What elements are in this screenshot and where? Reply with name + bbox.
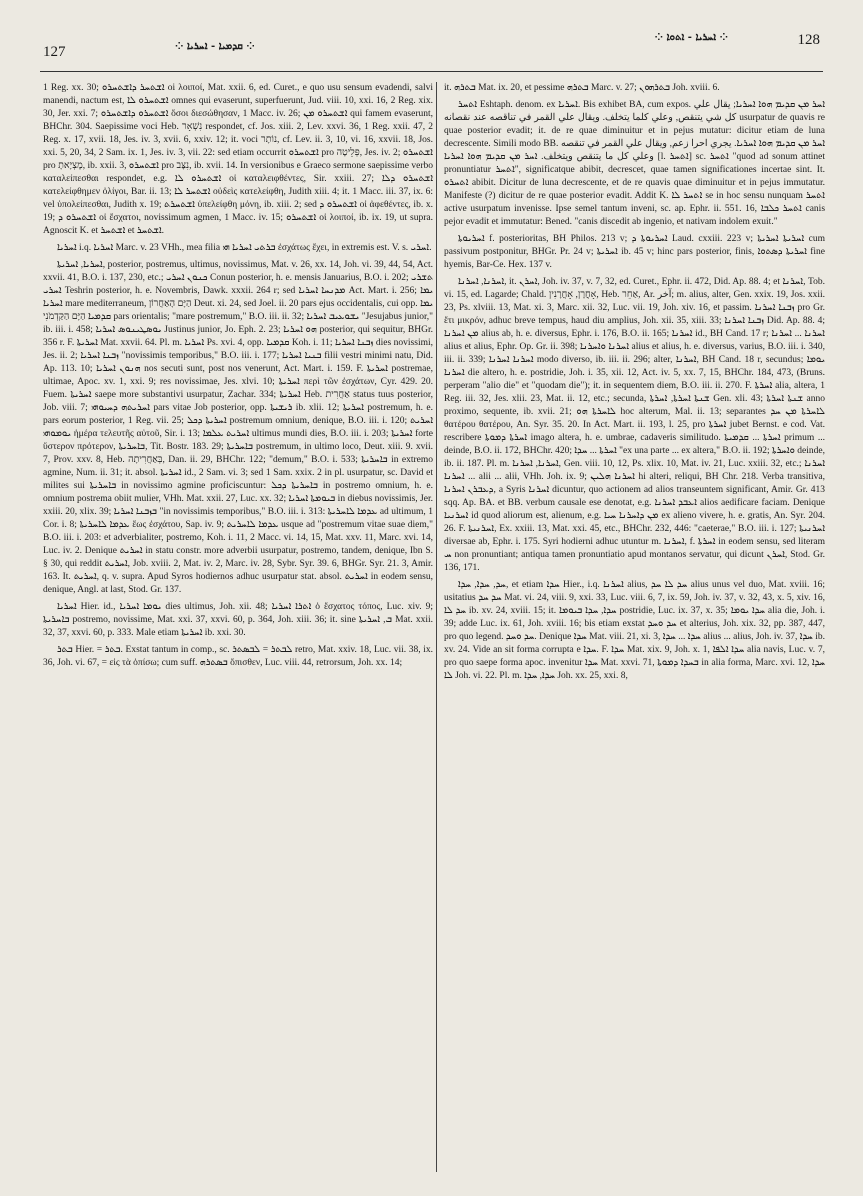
entry-paragraph: ܐܚܪܢܐ, ܐܚܪܢܐ, it. ܐܚܪܢ, Joh. iv. 37, v. 7, 32, ed. Curet., Ephr. ii. 472, Did. Ap. 88. 4; et ܐܚܪܢܐ, Tob. vi. 15, ed. Lagarde; Chald. אָחֳרָן, אָחֳרָנִין, Heb. אַחֵר, Ar. آخر; m. alius, alter, Gen. xxix. 19, Jos. xxii. 23, Ps. xlviii. 13, Mat. xi. 3, Marc. xii. 32, Luc. vii. 19, Joh. xiv. 16, et passim. ܙܒܢܐ ܐܚܪܢܐ pro Gr. ἔτι μικρόν, adhuc breve tempus, haud diu amplius, Joh. xii. 35, xiii. 33; ܙܒܢܐ ܐܚܪܢܐ Did. Ap. 88. 4; ܡܢ ܐܚܪܢܐ alius ab, h. e. diversus, Ephr. i. 176, B.O. ii. 165; ܐܚܪܢܐ id., BH Cand. 17 r; ܐܚܪܢܐ ... ܐܚܪܢܐ alius et alius, Ephr. Op. Gr. ii. 398; ܐܚܪܢܐ ܘܐܚܪܢܐ alius et alius, h. e. diversus, varius, B.O. iii. i. 340, iii. ii. 339; ܐܚܪܢܐ ܐܚܪܢܐ modo diverso, ib. iii. ii. 296; alter, ܐܚܪܢܐ, BH Cand. 18 r, secundus; ܝܘܡܐ ܐܚܪܢܐ die altero, h. e. postridie, Joh. i. 35, xii. 12, Act. iv. 5, xx. 7, 15, BHChr. 184, 473, (Bruns. perperam "alio die" et "quodam die"); it. in sequentem diem, B.O. iii. ii. 270. F. ܐܚܪܬܐ alia, altera, 1 Reg. iii. 32, Jes. xlii. 23, Mat. ii. 12, etc.; secunda, ܫܢܬܐ ܐܚܪܬܐ, ܐܚܪܬܐ Gen. xli. 43; ܫܢܬܐ ܐܚܪܬܐ anno proximo, sequente, ib. xvii. 21; ܠܐܚܪܬܐ ܗܘ hoc alterum, Mal. ii. 13; separantes ܠܐܚܪܬܐ ܡܢ ܚܕ θατέρου θατέρου, An. Syr. 35. 20. In Act. Mart. ii. 193, l. 25, pro ܐܚܪܬܐ jubet Bernst. e cod. Vat. rescribere ܐܚܪܬܐ ܕܡܘܬܐ imago altera, h. e. umbrae, cadaveris similitudo. ܐܚܪܬܐ ... ܩܕܡܝܬܐ primum ... deinde, B.O. ii. 172, BHChr. 420; ܐܚܪܬܐ ... ܚܕܐ "ex una parte ... ex altera," B.O. ii. 192; ܘܐܚܪܬܐ deinde, ib. ii. 187. Pl. m. ܐܚܪܢܐ, ܐܚܪܢܐ, Gen. viii. 10, 12, Ps. xlix. 10, Mat. iv. 21, Luc. xxiii. 32, etc.; ܐܚܪܢܐ ... ܐܚܪܢܐ alii ... alii, VHh. Joh. ix. 9; ܐܚܪܢܐ ܗܠܝܢ hi alteri, reliqui, BH Chr. 218. Verba transitiva, ܕܥܒܪܢ ܐܚܪܢܐ, a Syris ܐܚܪܢܐ dicuntur, quo actionem ad alios transeuntem significant, Amir. Gr. 413 sqq. Ap. BA. et BB. verbum causale ese denotat, e.g. ܐܥܒܕ ܐܚܪܢܐ alios aedificare faciam. Denique ܐܚܪܢܝܐ id quod aliorum est, alienum, e.g. ܡܢ ܕܐܚܪܢܐ ܚܝܐ ex alieno vivere, h. e. gratis, An. Syr. 204. 26. F. ܐܚܪܢܝܬܐ, Ex. xxiii. 13, Mat. xxi. 45, etc., BHChr. 232, 446: "caeterae," B.O. iii. i. 127; ܐܚܪܢܝܬܐ diversae ab, Ephr. i. 175. Syri hodierni adhuc utuntur m. ܐܚܪܢܐ, f. ܐܚܪܬܐ in eodem sensu, sed literam ܚ non pronuntiant; antiqua tamen pronuntiatio apud montanos servatur, qui dicunt ܐܚܪܢ, Stod. Gr. 136, 171. <box>444 277 825 573</box>
right-running-title: ⁘ ܐܚܪܝܐ - ܐܬܘܐ ⁘ <box>654 32 728 43</box>
header-rule <box>40 71 823 72</box>
entry-paragraph: 1 Reg. xx. 30; ܐܫܬܚܪ ܕܐܫܬܚܪܘ oi λοιποί, Mat. xxii. 6, ed. Curet., e quo usu sensum evadendi, salvi manendi, nactum est, ܐܫܬܚܪܘ ܠܐ omnes qui evaserunt, superfuerunt, Jud. viii. 10, xxi. 16, 2 Reg. xix. 30, Jer. xxi. 7; ܐܫܬܚܪܘ ܕܐܫܬܚܪܘ ὅσοι διεσώθησαν, 1 Macc. iv. 26; ܐܫܬܚܪܘ ܡܢ qui famem evaserunt, BHChr. 304. Saepissime voci Heb. נִשְׁאָר respondet, cf. Jos. xiii. 2, Lev. xxvi. 36, 1 Reg. xxii. 47, 2 Reg. x. 17, xvii. 18, Jes. iv. 3, xvii. 6, xxiv. 12; it. voci נוֹתָר, cf. Lev. ii. 3, 10, vi. 16, xxvii. 18, Jos. xxi. 5, 20, 34, 2 Sam. ix. 1, Jes. iv. 3, vii. 22: sed etiam occurrit ܐܫܬܚܪܘ pro פְּלֵיטָה, Jes. iv. 2; ܐܫܬܚܪܘ pro מֶצְיָאתָ, ib. xxii. 3, ܐܫܬܚܪܘ pro נִצָּב, ib. xvii. 14. In versionibus e Graeco sermone saepissime verbo καταλείπεσθαι respondet, e.g. ܐܫܬܚܪܘ ܠܐ οἱ καταλειφθέντες, Sir. xxiii. 27; ܐܫܬܚܪܘ ܕܠܐ κατελείφθημεν ὀλίγοι, Bar. ii. 13; ܐܫܬܚܪ ܠܐ οὐδεὶς κατελείφθη, Judith xiii. 4; it. 1 Macc. iii. 37, ix. 6: vel ὑπολείπεσθαι, Judith x. 19; ܐܫܬܚܪܬ ὑπελείφθη μόνη, ib. xiii. 2; sed ܐܫܬܚܪܘ ܕ oἱ ἀφεθέντες, ib. x. 19; ܐܫܬܚܪܘ ܕ oἱ ἔσχατοι, novissimum agmen, 1 Macc. iv. 15; ܐܫܬܚܪܘ oἱ λοιποί, ib. ix. 19, ut supra. Agnoscit K. et ܐܫܬܚܪ et ܐܫܬܚܪ. <box>43 83 433 236</box>
left-page-number: 127 <box>43 44 66 60</box>
right-page-number: 128 <box>797 32 820 48</box>
entry-paragraph: it. ܒܬܪܗ Mat. ix. 20, et pessime ܒܬܪܗ Marc. v. 27; ܒܬܪܗܘܢ Joh. xviii. 6. <box>444 83 720 93</box>
page-header <box>40 30 823 64</box>
entry-paragraph: ܐܚܪܝܐ Hier. id., ܝܘܡܐ ܐܚܪܝܐ dies ultimus, Joh. xii. 48; ܐܬܪܐ ܐܚܪܝܐ ὁ ἔσχατος τόπος, Luc. xiv. 9; ܒܐܚܪܝܬܐ postremo, novissime, Mat. xxi. 37, xxvi. 60, p. 364, Joh. xiii. 36; it. sine ܒ, ܐܚܪܝܬܐ Mat. xxii. 32, 37, xxvi. 60, p. 333. Male etiam ܐܚܪܝܬܐ ib. xxi. 30. <box>43 602 433 638</box>
right-column <box>436 82 825 1172</box>
entry-paragraph: ܐܚܪܝܐ, ܐܚܪܝܬܐ, posterior, postremus, ultimus, novissimus, Mat. v. 26, xx. 14, Joh. vi. 39, 44, 54, Act. xxvii. 41, B.O. i. 137, 230, etc.; ܟܢܘܢ ܐܚܪܝ Conun posterior, h. e. mensis Januarius, B.O. i. 202; ܬܫܪܝ ܐܚܪܝ Teshrin posterior, h. e. Novembris, Dawk. xxxii. 264 r; sed ܡܕܢܚܐ ܐܚܪܝܐ Act. Mart. i. 256; ܝܡܐ ܐܚܪܝܐ mare mediterraneum, הַיָּם הָאַחֲרוֹן Deut. xi. 24, sed Joel. ii. 20 pars ejus occidentalis, cui opp. ܝܡܐ ܩܕܡܝܐ הַיָּם הַקַּדְמֹנִי pars orientalis; "mare postremum," B.O. iii. ii. 32; ܝܫܘܥܝܒ ܐܚܪܝܐ "Jesujabus junior," ib. iii. i. 458; ܝܘܣܛܝܢܘܣ ܐܚܪܝܐ Justinus junior, Jo. Eph. 2. 23; ܗܘ ܐܚܪܝܐ posterior, qui sequitur, BHGr. 356 r. F. ܐܚܪܝܬܐ Mat. xxvii. 64. Pl. m. ܐܚܪܝܐ Ps. xvi. 4, opp. ܩܕܡܝܐ Koh. i. 11; ܙܒܢܐ ܐܚܪܝܐ dies novissimi, Jes. ii. 2; ܙܒܢܐ ܐܚܪܝܐ "novissimis temporibus," B.O. iii. i. 177; ܒܢܝܐ ܐܚܪܝܐ filii vestri minimi natu, Did. Ap. 113. 10; ܗܢܘܢ ܐܚܪܝܐ nos secuti sunt, post nos venerunt, Act. Mart. i. 159. F. ܐܚܪܝܬܐ postremae, ultimae, Apoc. xv. 1, xxi. 9; res novissimae, Jes. xlvi. 10; ܐܚܪܝܬܐ περὶ τῶν ἐσχάτων, Cyr. 429. 20. Fuem. ܐܚܪܝܬܐ saepe more substantivi usurpatur, Zachar. 334; ܐܚܪܝܬܐ Heb. אַחֲרִית status tuus posterior, Job. viii. 7; ܐܚܪܝܬܗ ܕܚܝܘܗܝ pars vitae Job posterior, opp. ܪܝܫܝܬܐ ib. xlii. 12; ܐܚܪܝܬܐ postremum, h. e. pars eorum posterior, 1 Reg. vii. 25; ܐܚܪܝܬܐ ܕܟܠ postremum omnium, denique, B.O. iii. i. 120; ܐܚܪܝܬ ܝܘܡܘܗܝ ἡμέρα τελευτῆς αὐτοῦ, Sir. i. 13; ܐܚܪܝܬ ܥܠܡܐ ultimus mundi dies, B.O. iii. i. 203; ܐܚܪܝܬܐ forte ὕστερον πρότερον, ܒܐܚܪܝܬܐ, Tit. Bostr. 183. 29; ܒܐܚܪܝܬܐ postremum, in ultimo loco, Deut. xiii. 9. xvii. 7, Prov. xxv. 8, Heb. בְּאַחֲרִיתָה, Dan. ii. 29, BHChr. 122; "demum," B.O. i. 533; ܒܐܚܪܝܬܐ in extremo agmine, Num. ii. 31; it. absol. ܐܚܪܝܬܐ id., 2 Sam. vi. 3; sed 1 Sam. xxix. 2 in pl. usurpatur, sc. David et milites sui ܒܐܚܪܝܬܐ in novissimo agmine proficiscuntur: ܒܐܚܪܝܬܐ ܕܟܠ in postremo omnium, h. e. omnium postrema obiit mulier, VHh. Mat. xxii. 27, Luc. xx. 32; ܒܝܘܡܬܐ ܐܚܪܝܐ in diebus novissimis, Jer. xxiii. 20, xlix. 39; ܒܙܒܢܐ ܐܚܪܝܐ "in novissimis temporibus," B.O. iii. i. 313: ܥܕܡܐ ܠܐܚܪܝܬܐ ad ultimum, 1 Cor. i. 8; ܥܕܡܐ ܠܐܚܪܝܬܐ ἕως ἐσχάτου, Sap. iv. 9; ܥܕܡܐ ܠܐܚܪܝܬ usque ad "postremum vitae suae diem," B.O. iii. i. 203: et adverbialiter, postremo, Koh. i. 11, 2 Macc. vi. 14, 15, Mat. xxv. 11, Marc. xvi. 14, Luc. iv. 2. Denique ܐܚܪܝܬ in statu constr. more adverbii usurpatur, postremo, tandem, denique, Ibn S. § 30, qui reddit ܐܚܪܝܬ, Job. xviii. 2, Mat. iv. 2, Marc. iv. 28, Sybr. Syr. 39. 6, BHGr. Syr. 21. 3, Amir. 163. It. ܐܚܪܝܬ, q. v. supra. Apud Syros hodiernos adhuc usurpatur stat. absol. ܐܚܪܝܬ in eodem sensu, denique, Angl. at last, Stod. Gr. 137. <box>43 260 433 595</box>
left-running-title: ⁘ ܩܕܡܝܐ - ܐܚܪܝܐ ⁘ <box>175 41 255 52</box>
entry-paragraph: ܐܚܪܝܘܬܐ f. posterioritas, BH Philos. 213 v; ܐܚܪܝܘܬܐ ܕ Laud. cxxiii. 223 v; ܐܚܪܝܬܐ ܐܚܪܝܬܐ cum passivum postponitur, BHGr. Pr. 24 v; ܐܚܪܝܬܐ ib. 45 v; hinc pars posterior, finis, ܐܚܪܝܬܐ ܕܣܬܘܐ fine hyemis, Bar-Ce. Hex. 137 v. <box>444 234 825 270</box>
entry-paragraph: ܚܕ, ܚܕܐ, ܚܕܐ, et etiam ܚܕܐ Hier., i.q. ܐܚܪܢܐ alius, ܚܕ ܠܐ ܚܕ alius unus vel duo, Mat. xviii. 16; usitatius ܚܕ ܚܕ Mat. vi. 24, viii. 9, xxi. 33, Luc. viii. 6, 7, ix. 59, Joh. iv. 37, v. 32, 43, x. 5, xiv. 16, ܚܕ ܠܐ ib. xv. 24, xviii. 15; it. ܚܕܐ, ܚܕܐ ܒܝܘܡܐ postridie, Luc. ix. 37, x. 35; ܚܕܐ ܝܘܡܐ alia die, Joh. i. 39; adde Luc. ix. 61, Joh. xviii. 16; bis etiam exstat ܚܕ ܘܚܕ et alterius, Joh. xix. 32, pp. 387, 447, pro quo legend. ܚܕ ܘܚܕ. Denique ܚܕܐ Mat. viii. 21, xi. 3, ܚܕܐ ... ܚܕܐ alius ... alius, Joh. iv. 37, ܚܕܐ ib. xv. 24. Vide an sit forma corrupta e ܚܕܐ. F. ܚܕܐ Mat. xix. 9, Joh. x. 1, ܚܕܐ ܐܠܦܐ alia navis, Luc. v. 7, pro quo saepe forma apoc. invenitur ܚܕܐ Mat. xxvi. 71, ܒܚܕܐ ܕܡܘܬܐ in alia forma, Marc. xvi. 12, ܚܕܐ ܠܐ Joh. vi. 22. Pl. m. ܚܕܐ, ܚܕܐ Joh. xx. 25, xxi. 8, <box>444 580 825 681</box>
entry-paragraph: ܒܬܪ Hier. = ܒܬܪ. Exstat tantum in comp., sc. ܠܒܬܪ = ܠܒܣܬܪ retro, Mat. xxiv. 18, Luc. vii. 38, ix. 36, Joh. vi. 67, = εἰς τὰ ὀπίσω; cum suff. ܒܣܬܪܗ ὄπισθεν, Luc. viii. 44, retrorsum, Joh. xx. 14; <box>43 645 433 668</box>
entry-paragraph: ܐܚܪܝܐ i.q. ܐܚܪܝܐ Marc. v. 23 VHh., mea filia ܒܪܬܝ ܐܚܪܝܐ ܗܝ ἐσχάτως ἔχει, in extremis est. V. s. ܐܚܪܝ. <box>57 243 432 253</box>
left-column <box>43 82 433 1172</box>
entry-paragraph: ܐܬܚܪ Eshtaph. denom. ex ܐܚܪܝܐ. Bis exhibet BA, cum expos. ܐܚܪ ܡܢ ܩܕܝܡ ܗܘܐ ܐܚܪܝܐ; يقال علي كل شي يتنقص, وعلي كلما يتخلف. ويقال علي القمر في تناقصه عند نقصانه usurpatur de quavis re quae posterior evadit; it. de re quae diminuitur et in pejus mutatur: dicitur etiam de luna decrescente. Simili modo BB. ܐܚܪ ܡܢ ܩܕܝܡ ܗܘܐ ܐܚܪܝܐ. يجري احرا زعم, ويقال علي القمر في تنقصه وعلي كل ما يتنقص ويتخلف. ܐܚܪ ܡܢ ܩܕܝܡ ܗܘܐ ܐܚܪܝܐ [l. ܐܬܚܪ] sc. ܐܬܚܪ "quod ad sonum attinet pronuntiatur ܐܬܚܪ", significatque abibit, decrescet, quae tamen significationes incertae sint. It. ܐܬܚܪܘ abibit. Dicitur de luna decrescente, et de re quavis quae diminuitur et in pejus immutatur. Manifeste (?) dicitur de re quae posterior evadit. Addit K. ܐܬܚܪ ܠܐ se in hoc sensu nunquam ܐܬܚܪ active usurpatum invenisse. Ipse semel tantum inveni, sc. ap. Ephr. ii. 551. 16, ܐܬܚܪ ܟܠܒܐ canis pejor evadit et immutatur: Bened. "canis discedit ab ingenio, et nativam indolem exuit." <box>444 100 825 227</box>
